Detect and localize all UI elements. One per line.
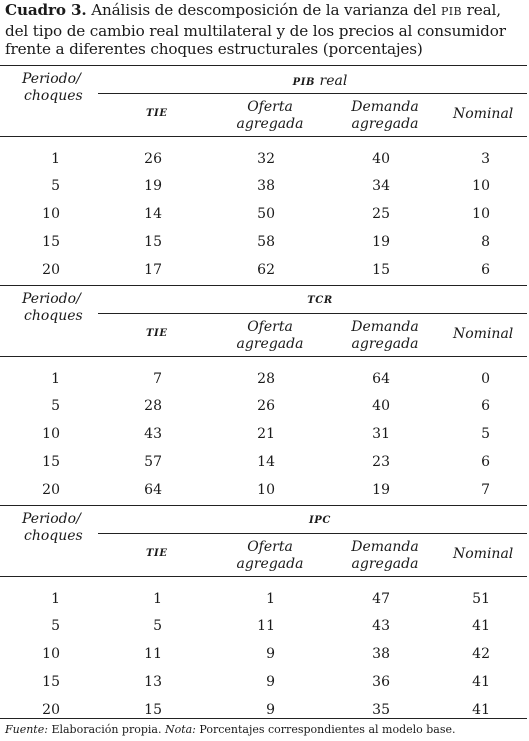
cell-demanda: 15 [372, 262, 390, 278]
cell-oferta: 38 [257, 178, 275, 194]
cell-oferta: 9 [266, 702, 275, 718]
cell-tie: 1 [153, 591, 162, 607]
cell-demanda: 19 [372, 482, 390, 498]
cell-period: 10 [42, 206, 60, 222]
panel-title-pib: PIB [292, 77, 316, 88]
cell-demanda: 31 [372, 426, 390, 442]
panel-title-rest: real [315, 73, 348, 89]
cell-nominal: 6 [481, 262, 490, 278]
cell-period: 15 [42, 674, 60, 690]
header-demanda-2: agregada [351, 116, 419, 132]
cell-tie: 64 [144, 482, 162, 498]
nota-text: Porcentajes correspondientes al modelo base. [195, 723, 456, 736]
cell-nominal: 41 [472, 702, 490, 718]
cell-demanda: 64 [372, 371, 390, 387]
cell-period: 10 [42, 426, 60, 442]
header-tie: TIE [146, 548, 168, 559]
panel-mid-rule [98, 93, 527, 94]
cell-demanda: 38 [372, 646, 390, 662]
cell-tie: 15 [144, 702, 162, 718]
header-demanda-1: Demanda [351, 99, 419, 115]
cell-period: 15 [42, 454, 60, 470]
cell-nominal: 7 [481, 482, 490, 498]
footnote [5, 723, 456, 737]
cell-oferta: 9 [266, 646, 275, 662]
header-oferta-1: Oferta [247, 99, 293, 115]
cell-tie: 14 [144, 206, 162, 222]
cell-nominal: 10 [472, 206, 490, 222]
cell-oferta: 9 [266, 674, 275, 690]
panel-top-rule [0, 65, 527, 66]
cell-period: 5 [51, 398, 60, 414]
panel-title [200, 72, 440, 92]
cell-nominal: 0 [481, 371, 490, 387]
cell-demanda: 25 [372, 206, 390, 222]
header-choques: choques [24, 88, 83, 104]
cell-demanda: 34 [372, 178, 390, 194]
header-demanda-1: Demanda [351, 539, 419, 555]
panel-title: IPC [309, 515, 331, 526]
cell-nominal: 42 [472, 646, 490, 662]
header-tie: TIE [146, 328, 168, 339]
cell-demanda: 35 [372, 702, 390, 718]
caption-label: Cuadro 3. [5, 1, 87, 19]
cell-demanda: 40 [372, 151, 390, 167]
cell-tie: 5 [153, 618, 162, 634]
cell-demanda: 43 [372, 618, 390, 634]
cell-oferta: 1 [266, 591, 275, 607]
header-periodo: Periodo/ [22, 71, 81, 87]
panel-header-rule [0, 136, 527, 137]
nota-label: Nota: [164, 723, 196, 736]
panel-mid-rule [98, 313, 527, 314]
panel-mid-rule [98, 533, 527, 534]
cell-oferta: 32 [257, 151, 275, 167]
header-nominal: Nominal [453, 106, 514, 122]
header-choques: choques [24, 528, 83, 544]
fuente-label: Fuente: [5, 723, 48, 736]
cell-oferta: 50 [257, 206, 275, 222]
cell-tie: 43 [144, 426, 162, 442]
cell-oferta: 28 [257, 371, 275, 387]
cell-demanda: 40 [372, 398, 390, 414]
cell-tie: 28 [144, 398, 162, 414]
caption-text-b: real, del tipo de cambio real multilateral y de los precios al consumidor frente a diferentes choques estructurales (porcentajes) [5, 1, 506, 58]
header-tie: TIE [146, 108, 168, 119]
header-periodo: Periodo/ [22, 291, 81, 307]
panel-top-rule [0, 285, 527, 286]
cell-nominal: 41 [472, 618, 490, 634]
panel-title: TCR [307, 295, 333, 306]
header-oferta-2: agregada [236, 116, 304, 132]
cell-demanda: 36 [372, 674, 390, 690]
cell-period: 1 [51, 591, 60, 607]
header-choques: choques [24, 308, 83, 324]
cell-tie: 19 [144, 178, 162, 194]
cell-tie: 15 [144, 234, 162, 250]
header-oferta-2: agregada [236, 336, 304, 352]
header-periodo: Periodo/ [22, 511, 81, 527]
cell-tie: 26 [144, 151, 162, 167]
cell-nominal: 41 [472, 674, 490, 690]
cell-oferta: 21 [257, 426, 275, 442]
cell-period: 1 [51, 371, 60, 387]
header-oferta-1: Oferta [247, 319, 293, 335]
caption-pib-smallcaps: PIB [440, 5, 462, 18]
caption-text-a: Análisis de descomposición de la varianza del [86, 1, 441, 19]
table-bottom-rule [0, 718, 527, 719]
fuente-text: Elaboración propia. [47, 723, 165, 736]
panel-header-rule [0, 576, 527, 577]
header-demanda-2: agregada [351, 336, 419, 352]
panel-top-rule [0, 505, 527, 506]
cell-nominal: 3 [481, 151, 490, 167]
panel-header-rule [0, 356, 527, 357]
cell-nominal: 6 [481, 454, 490, 470]
cell-period: 5 [51, 178, 60, 194]
header-oferta-1: Oferta [247, 539, 293, 555]
header-nominal: Nominal [453, 546, 514, 562]
cell-demanda: 47 [372, 591, 390, 607]
cell-tie: 11 [144, 646, 162, 662]
cell-tie: 57 [144, 454, 162, 470]
cell-tie: 13 [144, 674, 162, 690]
cell-nominal: 5 [481, 426, 490, 442]
cell-period: 1 [51, 151, 60, 167]
cell-tie: 7 [153, 371, 162, 387]
cell-period: 20 [42, 482, 60, 498]
header-oferta-2: agregada [236, 556, 304, 572]
cell-tie: 17 [144, 262, 162, 278]
cell-nominal: 6 [481, 398, 490, 414]
cell-demanda: 23 [372, 454, 390, 470]
cell-oferta: 10 [257, 482, 275, 498]
cell-nominal: 51 [472, 591, 490, 607]
header-demanda-2: agregada [351, 556, 419, 572]
cell-period: 20 [42, 262, 60, 278]
cell-period: 5 [51, 618, 60, 634]
cell-nominal: 10 [472, 178, 490, 194]
cell-period: 15 [42, 234, 60, 250]
cell-oferta: 58 [257, 234, 275, 250]
cell-period: 20 [42, 702, 60, 718]
header-nominal: Nominal [453, 326, 514, 342]
cell-oferta: 14 [257, 454, 275, 470]
table-caption [5, 1, 527, 59]
header-demanda-1: Demanda [351, 319, 419, 335]
cell-oferta: 62 [257, 262, 275, 278]
cell-oferta: 11 [257, 618, 275, 634]
cell-nominal: 8 [481, 234, 490, 250]
cell-demanda: 19 [372, 234, 390, 250]
cell-period: 10 [42, 646, 60, 662]
cell-oferta: 26 [257, 398, 275, 414]
